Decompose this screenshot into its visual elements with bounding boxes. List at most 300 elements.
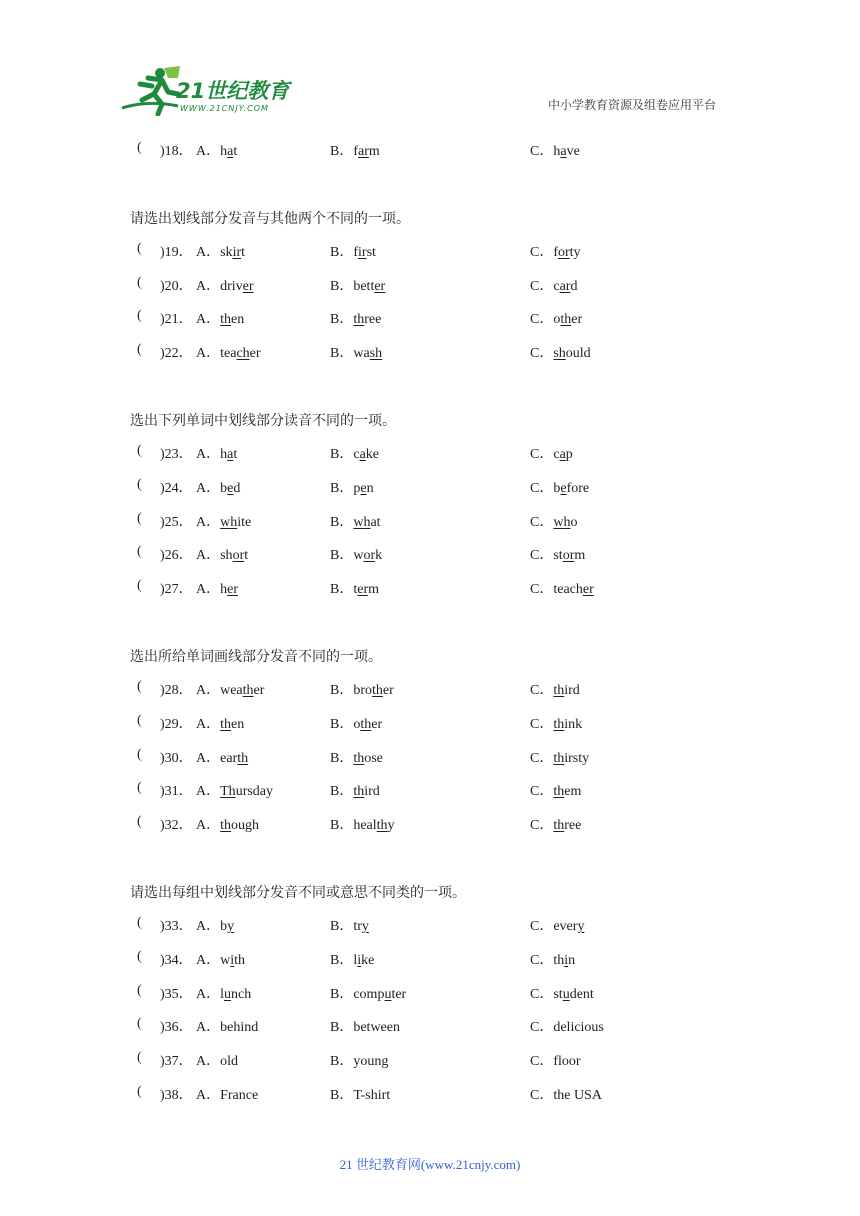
underlined-part: th [220, 312, 232, 328]
option-text: B． [330, 784, 354, 800]
option-a [196, 443, 237, 463]
option-text: ter [391, 986, 407, 1002]
question-row [0, 705, 860, 739]
option-text: th [234, 952, 246, 968]
underlined-part: wh [353, 514, 371, 530]
option-b [330, 747, 383, 767]
option-a [196, 578, 238, 598]
option-text: m [368, 144, 380, 159]
question-number: )23． [160, 446, 193, 462]
answer-blank: ( [137, 914, 142, 930]
option-text: B．f [330, 144, 358, 159]
option-text: A．h [196, 144, 228, 159]
option-text: nch [231, 986, 252, 1002]
option-c [530, 915, 584, 935]
option-text: C．the USA [530, 1087, 602, 1103]
option-text: ink [564, 716, 583, 732]
option-text: ough [231, 818, 260, 834]
question-number: )19． [160, 244, 193, 260]
option-text: B．w [330, 548, 364, 564]
option-text: A． [196, 312, 221, 328]
option-a [196, 747, 248, 767]
option-c [530, 747, 589, 767]
option-text: B．T-shirt [330, 1087, 391, 1103]
option-b [330, 308, 381, 328]
option-text: C． [530, 716, 554, 732]
underlined-part: th [372, 682, 383, 698]
answer-blank: ( [137, 442, 142, 458]
underlined-part: y [361, 918, 369, 934]
logo-text: 21世纪教育 [176, 79, 290, 103]
underlined-part: i [357, 952, 362, 968]
logo-url: WWW.21CNJY.COM [180, 104, 269, 113]
option-text: C．b [530, 480, 561, 496]
option-text: A．tea [196, 346, 237, 362]
option-c [530, 443, 573, 463]
question-row [0, 435, 860, 469]
option-text: ree [364, 312, 382, 328]
underlined-part: er [242, 278, 254, 294]
option-text: C．o [530, 312, 561, 328]
option-c [530, 241, 581, 261]
option-text: B．t [330, 582, 358, 598]
option-text: C．floor [530, 1054, 581, 1070]
underlined-part: a [227, 144, 234, 159]
option-text: A．old [196, 1054, 238, 1070]
option-text: n [568, 952, 576, 968]
question-number: )18． [160, 144, 193, 159]
option-b [330, 443, 379, 463]
option-text: A．l [196, 986, 224, 1002]
underlined-part: th [237, 750, 249, 766]
answer-blank: ( [137, 308, 142, 324]
option-text: C． [530, 514, 554, 530]
option-text: t [233, 446, 238, 462]
option-text: C． [530, 750, 554, 766]
option-text: C．st [530, 986, 563, 1002]
option-text: B．o [330, 716, 361, 732]
question-row [0, 1076, 860, 1110]
option-text: p [565, 446, 573, 462]
option-b [330, 140, 380, 160]
option-text: d [570, 278, 578, 294]
answer-blank: ( [137, 140, 142, 155]
section-title [0, 401, 860, 435]
question-row [0, 536, 860, 570]
option-c [530, 983, 594, 1003]
section-title [0, 873, 860, 907]
option-text: B． [330, 750, 354, 766]
underlined-part: or [558, 244, 570, 260]
option-text: A．driv [196, 278, 243, 294]
question-row [0, 132, 860, 166]
question-number: )30． [160, 750, 193, 766]
option-c [530, 679, 580, 699]
option-b [330, 241, 376, 261]
question-row [0, 1042, 860, 1076]
underlined-part: th [353, 750, 365, 766]
underlined-part: ar [358, 144, 369, 159]
underlined-part: th [220, 716, 232, 732]
question-row [0, 907, 860, 941]
question-number: )20． [160, 278, 193, 294]
option-a [196, 544, 248, 564]
option-text: fore [566, 480, 590, 496]
underlined-part: th [376, 818, 388, 834]
option-b [330, 342, 382, 362]
option-a [196, 915, 234, 935]
option-b [330, 511, 381, 531]
option-text: C．delicious [530, 1020, 604, 1036]
option-b [330, 949, 374, 969]
option-text: B．comp [330, 986, 385, 1002]
underlined-part: a [359, 446, 366, 462]
answer-blank: ( [137, 678, 142, 694]
question-row [0, 503, 860, 537]
question-number: )26． [160, 548, 193, 564]
option-text: A．b [196, 480, 228, 496]
option-text: irsty [564, 750, 590, 766]
option-text: A．h [196, 582, 228, 598]
underlined-part: ir [358, 244, 367, 260]
option-text: at [370, 514, 381, 530]
option-text: ree [564, 818, 582, 834]
option-text: m [368, 582, 380, 598]
option-text: C． [530, 784, 554, 800]
question-number: )36． [160, 1020, 193, 1036]
option-text: ve [566, 144, 580, 159]
option-text: C．c [530, 446, 560, 462]
section-title-text: 选出下列单词中划线部分读音不同的一项。 [130, 412, 396, 429]
question-number: )34． [160, 952, 193, 968]
option-text: t [233, 144, 238, 159]
underlined-part: th [220, 818, 232, 834]
underlined-part: or [562, 548, 575, 564]
question-row [0, 772, 860, 806]
underlined-part: or [232, 548, 245, 564]
answer-blank: ( [137, 240, 142, 256]
option-text: A．sk [196, 244, 233, 260]
option-text: ird [564, 682, 580, 698]
option-text: C．ever [530, 918, 578, 934]
option-a [196, 275, 254, 295]
option-text: A．sh [196, 548, 233, 564]
option-c [530, 713, 582, 733]
option-text: B．tr [330, 918, 362, 934]
option-text: B．young [330, 1054, 389, 1070]
answer-blank: ( [137, 342, 142, 358]
answer-blank: ( [137, 1050, 142, 1066]
underlined-part: u [384, 986, 392, 1002]
question-number: )25． [160, 514, 193, 530]
answer-blank: ( [137, 712, 142, 728]
underlined-part: or [363, 548, 376, 564]
option-text: o [570, 514, 578, 530]
option-text: A． [196, 716, 221, 732]
underlined-part: a [559, 446, 566, 462]
option-b [330, 983, 406, 1003]
underlined-part: u [562, 986, 570, 1002]
question-number: )29． [160, 716, 193, 732]
question-number: )21． [160, 312, 193, 328]
option-a [196, 477, 240, 497]
option-text: A．ear [196, 750, 238, 766]
option-c [530, 814, 581, 834]
option-b [330, 477, 374, 497]
underlined-part: ar [559, 278, 571, 294]
underlined-part: sh [553, 346, 566, 362]
underlined-part: er [374, 278, 386, 294]
option-text: en [231, 716, 245, 732]
option-text: B．l [330, 952, 358, 968]
option-text: B．heal [330, 818, 377, 834]
option-b [330, 780, 380, 800]
underlined-part: th [560, 312, 572, 328]
option-text: ould [565, 346, 591, 362]
underlined-part: th [360, 716, 372, 732]
answer-blank: ( [137, 948, 142, 964]
section-title-text: 请选出划线部分发音与其他两个不同的一项。 [130, 210, 410, 227]
option-text: B．between [330, 1020, 400, 1036]
option-text: ose [364, 750, 383, 766]
question-row [0, 1008, 860, 1042]
option-text: ursday [235, 784, 274, 800]
option-b [330, 578, 379, 598]
option-a [196, 342, 261, 362]
option-text: m [574, 548, 586, 564]
option-text: B． [330, 514, 354, 530]
option-text: dent [569, 986, 594, 1002]
option-text: A．France [196, 1087, 259, 1103]
underlined-part: a [227, 446, 234, 462]
question-row [0, 334, 860, 368]
option-text: B．c [330, 446, 360, 462]
option-a [196, 241, 245, 261]
answer-blank: ( [137, 746, 142, 762]
option-a [196, 780, 273, 800]
option-text: C．th [530, 952, 565, 968]
answer-blank: ( [137, 982, 142, 998]
question-row [0, 806, 860, 840]
question-list [0, 132, 860, 1110]
underlined-part: er [357, 582, 369, 598]
option-b [330, 1084, 390, 1104]
question-number: )24． [160, 480, 193, 496]
section-title [0, 637, 860, 671]
option-text: ird [364, 784, 380, 800]
option-a [196, 983, 251, 1003]
option-text: B． [330, 312, 354, 328]
option-text: C．f [530, 244, 558, 260]
option-c [530, 140, 580, 160]
option-text: ke [361, 952, 375, 968]
question-number: )33． [160, 918, 193, 934]
option-text: er [249, 346, 261, 362]
option-c [530, 1016, 604, 1036]
question-number: )32． [160, 818, 193, 834]
underlined-part: th [242, 682, 254, 698]
option-text: C． [530, 818, 554, 834]
option-text: ite [237, 514, 252, 530]
underlined-part: ir [232, 244, 242, 260]
option-text: d [233, 480, 241, 496]
option-text: B．bro [330, 682, 372, 698]
option-c [530, 477, 589, 497]
answer-blank: ( [137, 578, 142, 594]
option-text: C．c [530, 278, 560, 294]
option-a [196, 511, 251, 531]
underlined-part: er [582, 582, 594, 598]
option-c [530, 1084, 602, 1104]
underlined-part: th [553, 716, 565, 732]
underlined-part: sh [369, 346, 383, 362]
question-number: )31． [160, 784, 193, 800]
option-text: C．teach [530, 582, 583, 598]
question-row [0, 739, 860, 773]
question-number: )22． [160, 346, 193, 362]
option-text: ke [365, 446, 379, 462]
option-b [330, 679, 394, 699]
underlined-part: y [577, 918, 585, 934]
underlined-part: th [353, 312, 365, 328]
underlined-part: th [553, 682, 565, 698]
option-text: st [366, 244, 376, 260]
option-b [330, 1016, 400, 1036]
question-row [0, 300, 860, 334]
option-text: A．b [196, 918, 228, 934]
option-a [196, 1050, 238, 1070]
underlined-part: er [227, 582, 239, 598]
question-row [0, 975, 860, 1009]
option-a [196, 1016, 258, 1036]
page-footer: 21 世纪教育网(www.21cnjy.com) [339, 1157, 521, 1172]
answer-blank: ( [137, 476, 142, 492]
option-a [196, 949, 245, 969]
answer-blank: ( [137, 780, 142, 796]
option-text: A．wea [196, 682, 243, 698]
underlined-part: th [553, 750, 565, 766]
answer-blank: ( [137, 1016, 142, 1032]
underlined-part: th [353, 784, 365, 800]
option-c [530, 342, 591, 362]
option-text: er [253, 682, 265, 698]
question-number: )37． [160, 1054, 193, 1070]
section-title [0, 199, 860, 233]
underlined-part: th [553, 818, 565, 834]
option-c [530, 308, 582, 328]
option-c [530, 780, 581, 800]
question-row [0, 469, 860, 503]
logo-21cnjy [118, 64, 298, 116]
section-title-text: 选出所给单词画线部分发音不同的一项。 [130, 648, 382, 665]
option-c [530, 511, 577, 531]
option-text: A．w [196, 952, 231, 968]
option-c [530, 578, 594, 598]
answer-blank: ( [137, 544, 142, 560]
option-b [330, 275, 385, 295]
option-text: k [375, 548, 383, 564]
answer-blank: ( [137, 274, 142, 290]
option-text: A． [196, 514, 221, 530]
underlined-part: ch [236, 346, 250, 362]
option-text: A． [196, 784, 221, 800]
question-number: )27． [160, 582, 193, 598]
option-a [196, 679, 264, 699]
underlined-part: i [230, 952, 235, 968]
section-title-text: 请选出每组中划线部分发音不同或意思不同类的一项。 [130, 884, 466, 901]
option-text: C． [530, 682, 554, 698]
option-b [330, 544, 382, 564]
header-tagline: 中小学教育资源及组卷应用平台 [548, 98, 717, 112]
question-number: )35． [160, 986, 193, 1002]
page-header [0, 0, 860, 130]
option-text: ty [569, 244, 581, 260]
option-text: B．bett [330, 278, 375, 294]
option-c [530, 949, 575, 969]
underlined-part: e [560, 480, 567, 496]
question-row [0, 570, 860, 604]
option-text: B．wa [330, 346, 370, 362]
option-a [196, 1084, 258, 1104]
option-a [196, 308, 244, 328]
option-text: B．p [330, 480, 361, 496]
question-number: )28． [160, 682, 193, 698]
option-a [196, 713, 244, 733]
option-text: A． [196, 818, 221, 834]
underlined-part: a [560, 144, 567, 159]
answer-blank: ( [137, 510, 142, 526]
option-a [196, 814, 259, 834]
option-text: A．h [196, 446, 228, 462]
question-row [0, 671, 860, 705]
option-text: er [571, 312, 583, 328]
option-text: er [371, 716, 383, 732]
option-b [330, 1050, 388, 1070]
option-text: C． [530, 346, 554, 362]
underlined-part: u [224, 986, 231, 1002]
underlined-part: i [564, 952, 569, 968]
question-number: )38． [160, 1087, 193, 1103]
option-text: C．h [530, 144, 561, 159]
option-c [530, 1050, 581, 1070]
option-text: t [241, 244, 246, 260]
underlined-part: wh [220, 514, 238, 530]
answer-blank: ( [137, 814, 142, 830]
option-b [330, 915, 369, 935]
option-text: B．f [330, 244, 358, 260]
question-row [0, 941, 860, 975]
option-c [530, 275, 577, 295]
option-b [330, 713, 382, 733]
option-text: er [382, 682, 394, 698]
option-c [530, 544, 585, 564]
question-row [0, 233, 860, 267]
option-text: en [231, 312, 245, 328]
question-row [0, 267, 860, 301]
underlined-part: wh [553, 514, 571, 530]
option-b [330, 814, 395, 834]
option-text: t [244, 548, 249, 564]
underlined-part: e [360, 480, 367, 496]
underlined-part: e [227, 480, 234, 496]
running-man-icon [122, 66, 180, 114]
underlined-part: y [227, 918, 235, 934]
option-text: A．behind [196, 1020, 259, 1036]
option-text: em [564, 784, 582, 800]
option-text: C．st [530, 548, 563, 564]
option-a [196, 140, 237, 160]
underlined-part: Th [220, 784, 236, 800]
